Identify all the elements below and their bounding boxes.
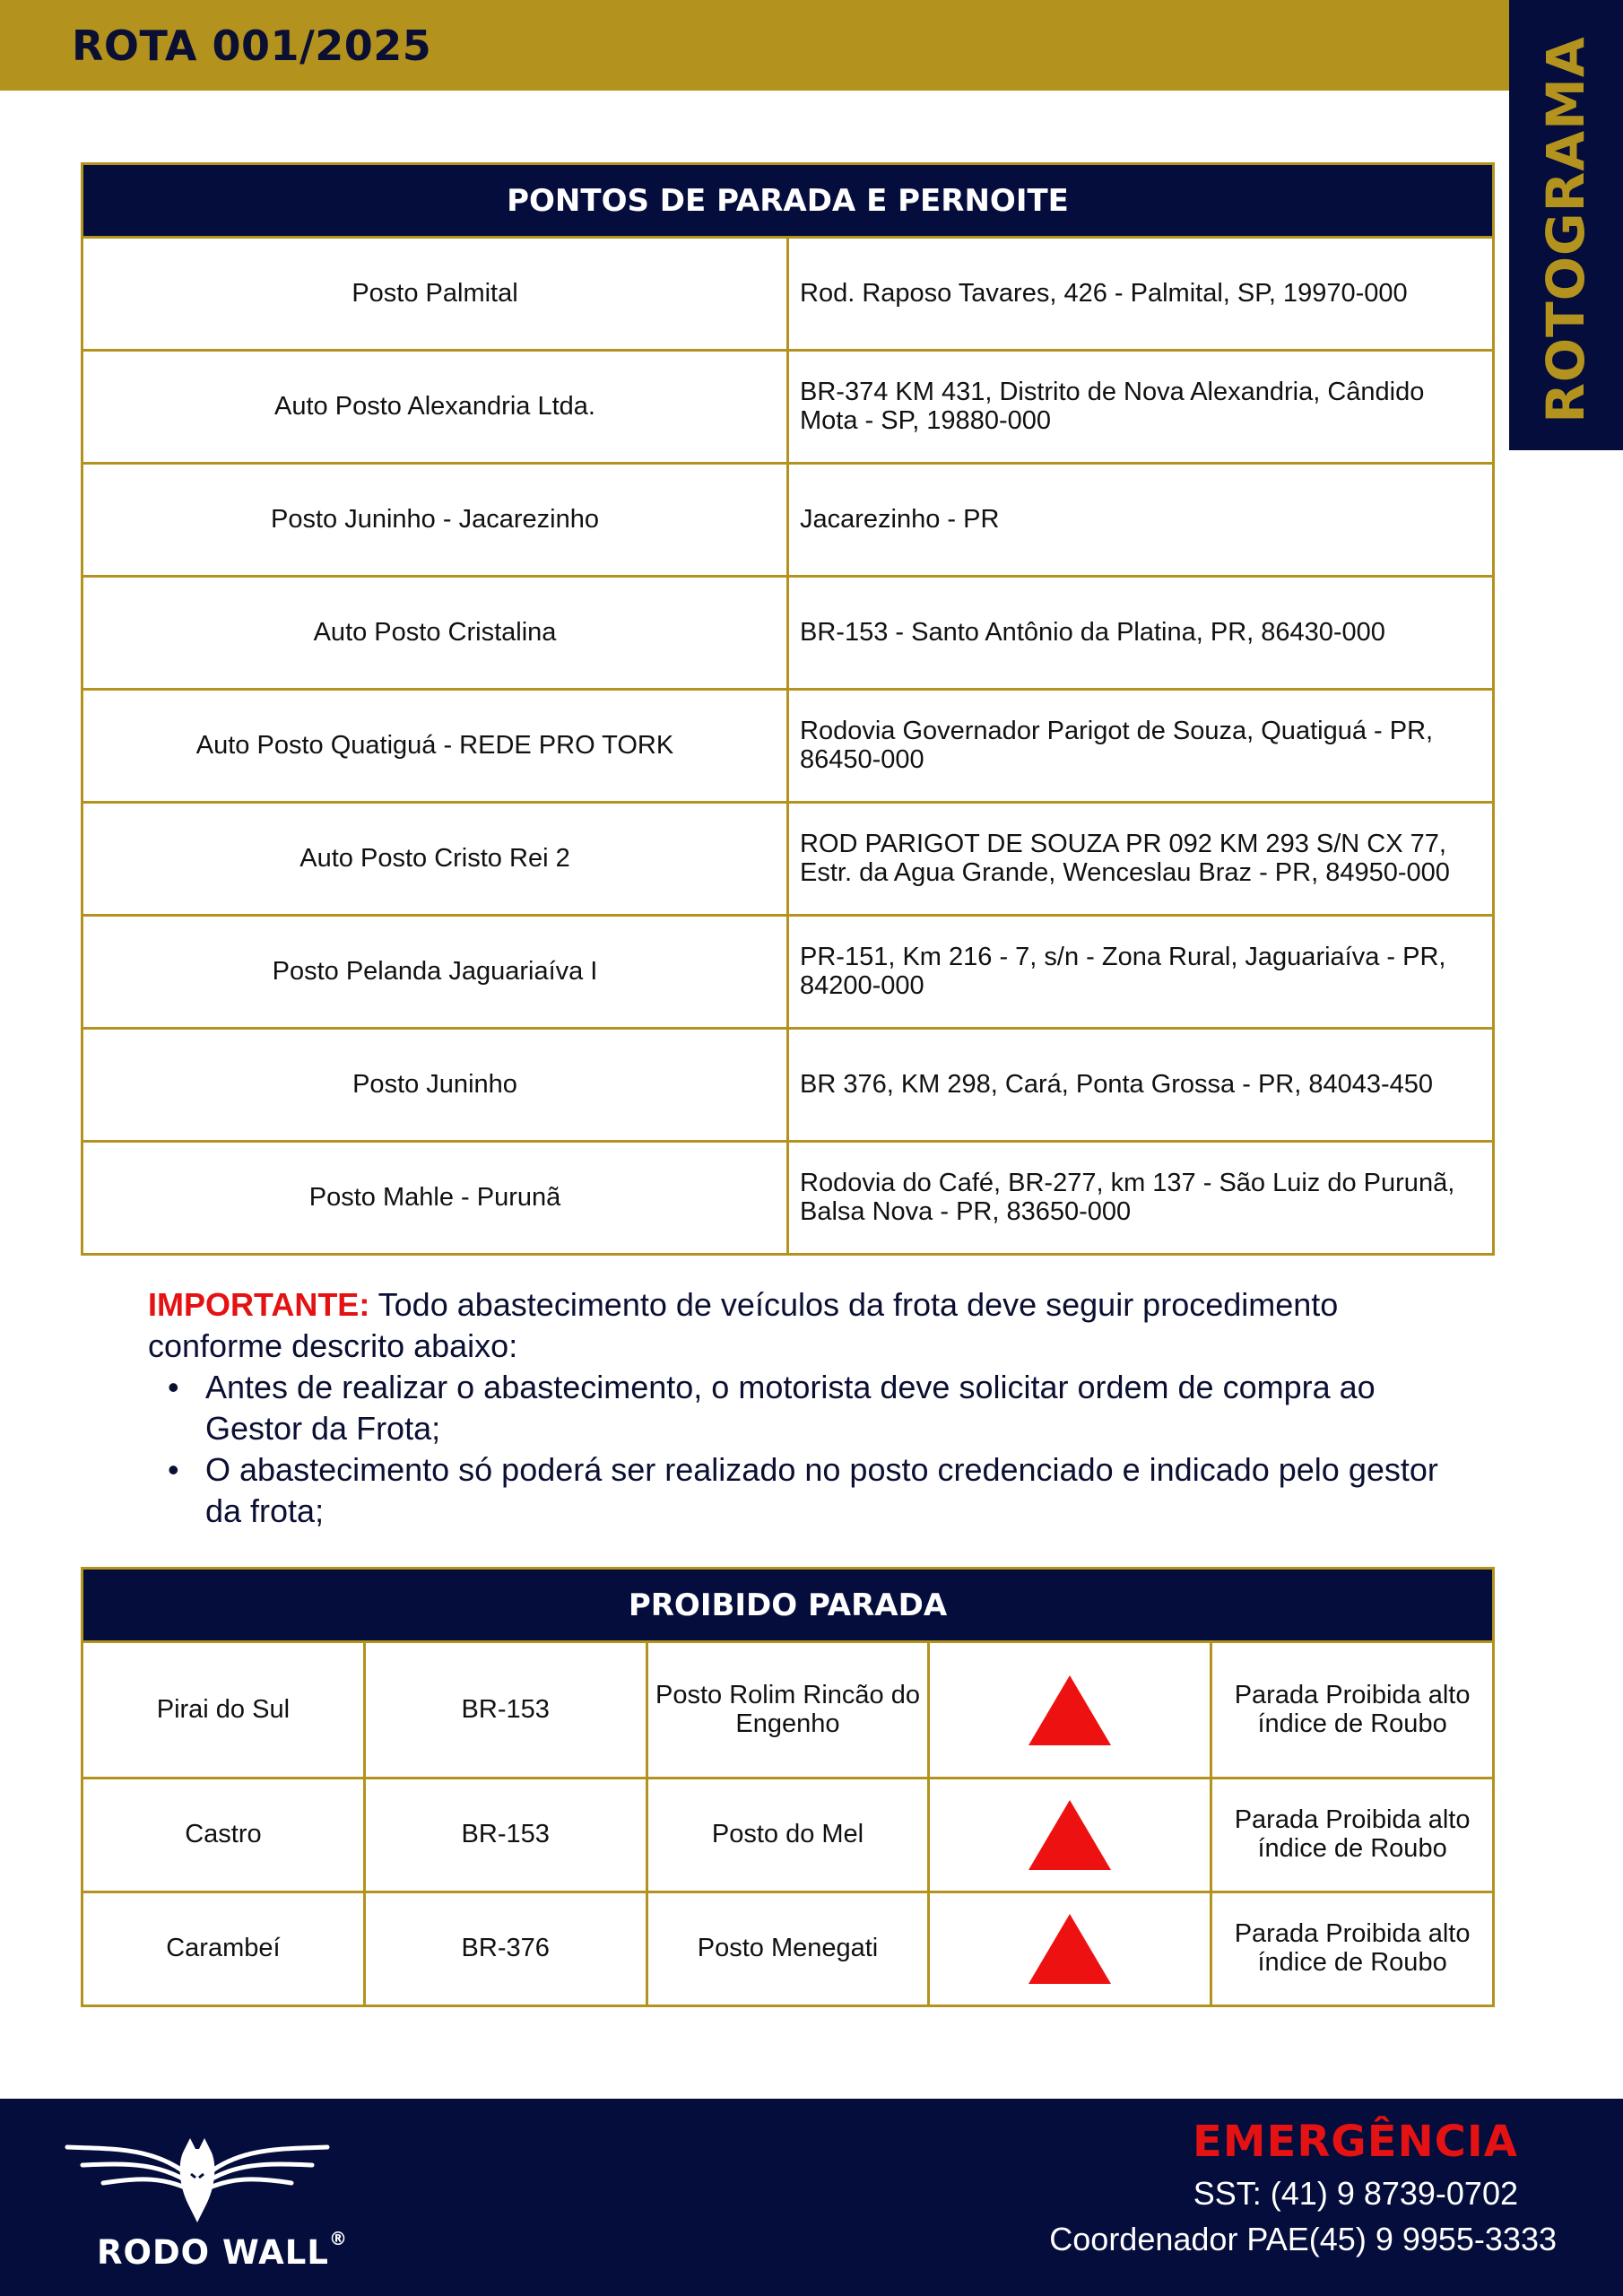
footer-bar <box>0 2099 1623 2296</box>
table-row <box>82 803 1494 916</box>
road-cell: BR-153 <box>364 1642 647 1779</box>
table-row <box>82 351 1494 464</box>
winged-horse-logo <box>63 2129 332 2228</box>
road-cell: BR-153 <box>364 1779 647 1892</box>
table-row <box>82 1892 1494 2006</box>
table-row <box>82 1779 1494 1892</box>
sst-phone: SST: (41) 9 8739-0702 <box>1193 2175 1518 2212</box>
stop-name: Auto Posto Cristo Rei 2 <box>82 803 788 916</box>
stops-heading: PONTOS DE PARADA E PERNOITE <box>82 164 1494 238</box>
notice-paragraph <box>148 1284 1457 1367</box>
stop-address: Rodovia Governador Parigot de Souza, Quatiguá - PR, 86450-000 <box>788 690 1494 803</box>
stop-name: Posto Mahle - Purunã <box>82 1142 788 1255</box>
table-row <box>82 1029 1494 1142</box>
brand-text: RODO WALL <box>97 2233 329 2272</box>
stop-address: BR-374 KM 431, Distrito de Nova Alexandria, Cândido Mota - SP, 19880-000 <box>788 351 1494 464</box>
prohibited-stops-table <box>81 1567 1495 2007</box>
notice-list <box>148 1367 1457 1532</box>
table-row <box>82 238 1494 351</box>
city-cell: Carambeí <box>82 1892 365 2006</box>
stop-address: Rodovia do Café, BR-277, km 137 - São Luiz do Purunã, Balsa Nova - PR, 83650-000 <box>788 1142 1494 1255</box>
table-row <box>82 577 1494 690</box>
stop-address: PR-151, Km 216 - 7, s/n - Zona Rural, Jaguariaíva - PR, 84200-000 <box>788 916 1494 1029</box>
emergency-title: EMERGÊNCIA <box>1193 2117 1518 2167</box>
stop-name: Posto Pelanda Jaguariaíva I <box>82 916 788 1029</box>
place-cell: Posto Rolim Rincão do Engenho <box>647 1642 929 1779</box>
reason-cell: Parada Proibida alto índice de Roubo <box>1211 1892 1494 2006</box>
place-cell: Posto Menegati <box>647 1892 929 2006</box>
city-cell: Pirai do Sul <box>82 1642 365 1779</box>
table-row <box>82 916 1494 1029</box>
stop-address: BR 376, KM 298, Cará, Ponta Grossa - PR, 84043-450 <box>788 1029 1494 1142</box>
road-cell: BR-376 <box>364 1892 647 2006</box>
stop-address: Rod. Raposo Tavares, 426 - Palmital, SP, 19970-000 <box>788 238 1494 351</box>
warning-cell <box>929 1779 1211 1892</box>
table-row <box>82 1642 1494 1779</box>
warning-triangle-icon <box>1028 1675 1111 1745</box>
stop-address: BR-153 - Santo Antônio da Platina, PR, 86430-000 <box>788 577 1494 690</box>
stop-address: Jacarezinho - PR <box>788 464 1494 577</box>
place-cell: Posto do Mel <box>647 1779 929 1892</box>
reason-cell: Parada Proibida alto índice de Roubo <box>1211 1642 1494 1779</box>
registered-mark: ® <box>328 2228 348 2249</box>
table-row <box>82 690 1494 803</box>
list-item: • O abastecimento só poderá ser realizado no posto credenciado e indicado pelo gestor da frota; <box>148 1449 1457 1532</box>
stop-name: Posto Juninho <box>82 1029 788 1142</box>
stops-table <box>81 162 1495 1256</box>
notice-text: Todo abastecimento de veículos da frota deve seguir procedimento conforme descrito abaixo: <box>148 1286 1339 1364</box>
warning-cell <box>929 1892 1211 2006</box>
table-row <box>82 1142 1494 1255</box>
stop-name: Auto Posto Alexandria Ltda. <box>82 351 788 464</box>
stop-name: Posto Palmital <box>82 238 788 351</box>
warning-cell <box>929 1642 1211 1779</box>
warning-triangle-icon <box>1028 1914 1111 1984</box>
top-banner <box>0 0 1509 91</box>
list-item: • Antes de realizar o abastecimento, o motorista deve solicitar ordem de compra ao Gestor da Frota; <box>148 1367 1457 1449</box>
prohibited-heading: PROIBIDO PARADA <box>82 1569 1494 1642</box>
route-title: ROTA 001/2025 <box>72 22 432 70</box>
city-cell: Castro <box>82 1779 365 1892</box>
rotograma-label: ROTOGRAMA <box>1535 36 1596 423</box>
stop-name: Auto Posto Cristalina <box>82 577 788 690</box>
side-tab <box>1509 0 1623 450</box>
brand-name <box>97 2228 348 2272</box>
stop-address: ROD PARIGOT DE SOUZA PR 092 KM 293 S/N CX 77, Estr. da Agua Grande, Wenceslau Braz - PR, 84950-000 <box>788 803 1494 916</box>
stop-name: Posto Juninho - Jacarezinho <box>82 464 788 577</box>
fuel-notice <box>148 1284 1457 1532</box>
stop-name: Auto Posto Quatiguá - REDE PRO TORK <box>82 690 788 803</box>
notice-label: IMPORTANTE: <box>148 1286 370 1323</box>
reason-cell: Parada Proibida alto índice de Roubo <box>1211 1779 1494 1892</box>
table-row <box>82 464 1494 577</box>
coordinator-phone: Coordenador PAE(45) 9 9955-3333 <box>1049 2221 1557 2257</box>
warning-triangle-icon <box>1028 1800 1111 1870</box>
